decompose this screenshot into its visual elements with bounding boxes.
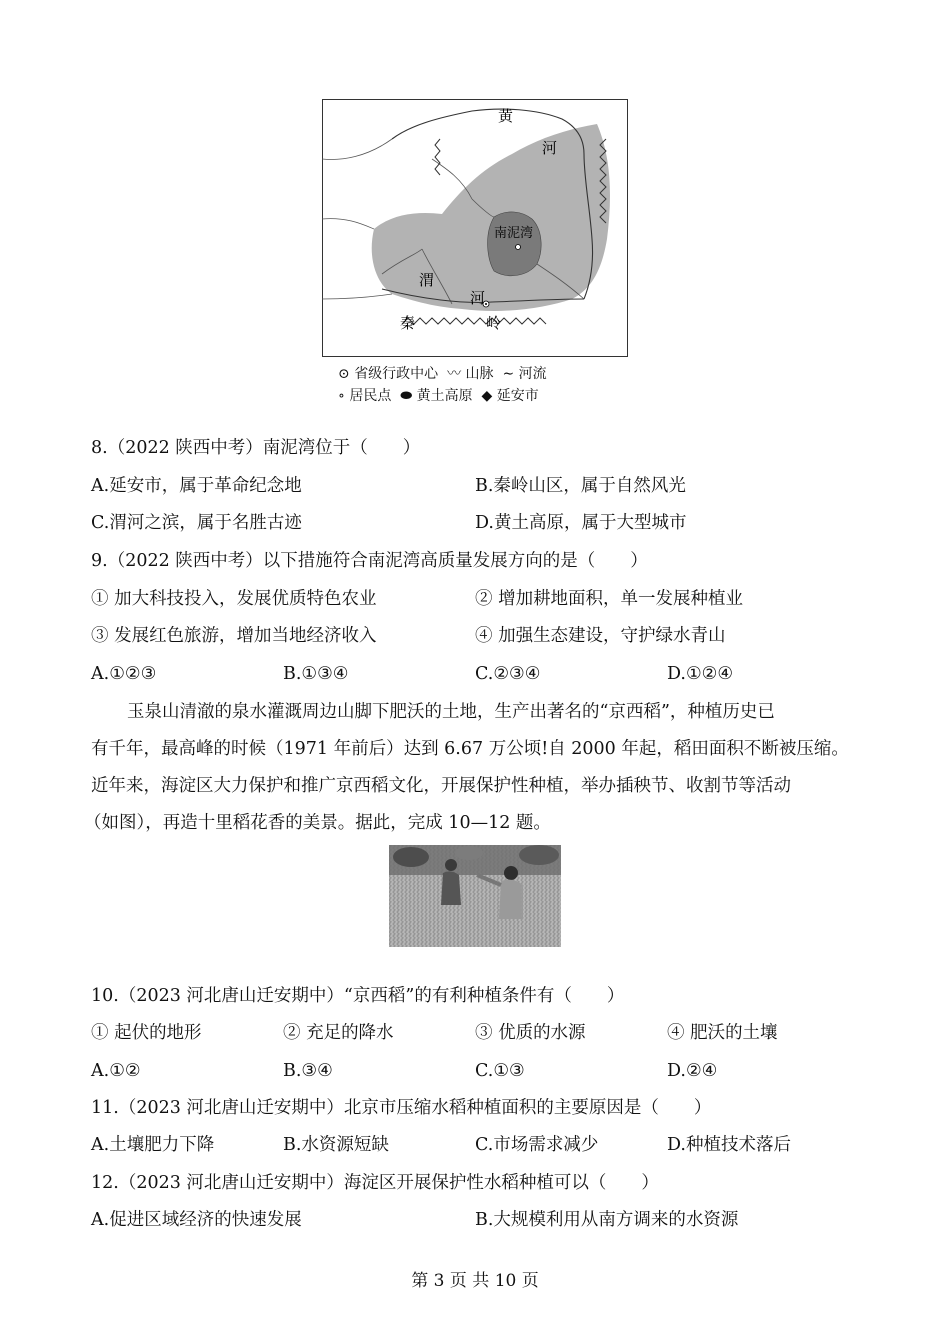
legend-yanan: 延安市 (496, 388, 539, 404)
label-he2: 河 (470, 289, 486, 307)
rice-field-photo (389, 845, 561, 947)
q10-stem: 10.（2023 河北唐山迁安期中）“京西稻”的有利种植条件有（ ） (91, 986, 625, 1006)
label-wei: 渭 (419, 271, 435, 289)
q8-option-b[interactable]: B.秦岭山区，属于自然风光 (475, 476, 686, 496)
q11-option-d[interactable]: D.种植技术落后 (667, 1135, 791, 1155)
settlement-icon: ∘ (338, 388, 345, 404)
q9-statement-1: ① 加大科技投入，发展优质特色农业 (91, 589, 377, 609)
q8-option-d[interactable]: D.黄土高原，属于大型城市 (475, 513, 687, 533)
q9-statement-2: ② 增加耕地面积，单一发展种植业 (475, 589, 744, 609)
q12-option-b[interactable]: B.大规模利用从南方调来的水资源 (475, 1210, 739, 1230)
page-number: 第 3 页 共 10 页 (411, 1271, 539, 1291)
q9-statement-3: ③ 发展红色旅游，增加当地经济收入 (91, 626, 377, 646)
q10-option-d[interactable]: D.②④ (667, 1061, 718, 1081)
q9-stem: 9.（2022 陕西中考）以下措施符合南泥湾高质量发展方向的是（ ） (91, 551, 648, 571)
q9-option-b[interactable]: B.①③④ (283, 664, 349, 684)
q10-option-b[interactable]: B.③④ (283, 1061, 333, 1081)
q8-option-a[interactable]: A.延安市，属于革命纪念地 (91, 476, 302, 496)
label-he: 河 (542, 139, 558, 157)
q10-statement-3: ③ 优质的水源 (475, 1023, 586, 1043)
q10-statement-4: ④ 肥沃的土壤 (667, 1023, 778, 1043)
passage-line-2: 有千年，最高峰的时候（1971 年前后）达到 6.67 万公顷!自 2000 年起，稻田面积不断被压缩。 (91, 739, 849, 759)
label-huang: 黄 (498, 107, 514, 125)
q9-option-a[interactable]: A.①②③ (91, 664, 157, 684)
q8-stem: 8.（2022 陕西中考）南泥湾位于（ ） (91, 438, 421, 458)
q11-option-b[interactable]: B.水资源短缺 (283, 1135, 389, 1155)
passage-line-3: 近年来，海淀区大力保护和推广京西稻文化，开展保护性种植，举办插秧节、收割节等活动 (91, 776, 791, 796)
yanan-icon: ◆ (477, 388, 493, 404)
label-nanniwan: 南泥湾 (494, 226, 534, 241)
legend-river: 河流 (518, 366, 547, 382)
q11-stem: 11.（2023 河北唐山迁安期中）北京市压缩水稻种植面积的主要原因是（ ） (91, 1098, 712, 1118)
q9-option-d[interactable]: D.①②④ (667, 664, 734, 684)
passage-line-4: （如图），再造十里稻花香的美景。据此，完成 10—12 题。 (84, 813, 551, 833)
q10-option-c[interactable]: C.①③ (475, 1061, 525, 1081)
legend-provincial-center: 省级行政中心 (354, 366, 439, 382)
loess-plateau-map (322, 99, 628, 357)
q11-option-c[interactable]: C.市场需求减少 (475, 1135, 599, 1155)
q10-option-a[interactable]: A.①② (91, 1061, 141, 1081)
legend-loess-plateau: 黄土高原 (416, 388, 473, 404)
loess-plateau-icon: ⬬ (395, 388, 413, 404)
provincial-center-icon: ⊙ (338, 366, 350, 382)
label-ling: 岭 (486, 314, 502, 332)
nanniwan-marker (516, 245, 521, 250)
legend-settlement: 居民点 (349, 388, 392, 404)
q11-option-a[interactable]: A.土壤肥力下降 (91, 1135, 215, 1155)
yanan-area (488, 212, 542, 276)
q9-statement-4: ④ 加强生态建设，守护绿水青山 (475, 626, 726, 646)
river-icon: ∼ (498, 366, 515, 382)
mountain-icon: 〰 (442, 366, 462, 382)
q12-stem: 12.（2023 河北唐山迁安期中）海淀区开展保护性水稻种植可以（ ） (91, 1173, 659, 1193)
passage-line-1: 玉泉山清澈的泉水灌溉周边山脚下肥沃的土地，生产出著名的“京西稻”，种植历史已 (127, 702, 775, 722)
q8-option-c[interactable]: C.渭河之滨，属于名胜古迹 (91, 513, 302, 533)
q10-statement-1: ① 起伏的地形 (91, 1023, 202, 1043)
map-legend (338, 363, 547, 407)
label-qin: 秦 (400, 314, 416, 332)
legend-mountain: 山脉 (465, 366, 494, 382)
q12-option-a[interactable]: A.促进区域经济的快速发展 (91, 1210, 302, 1230)
q10-statement-2: ② 充足的降水 (283, 1023, 394, 1043)
q9-option-c[interactable]: C.②③④ (475, 664, 541, 684)
